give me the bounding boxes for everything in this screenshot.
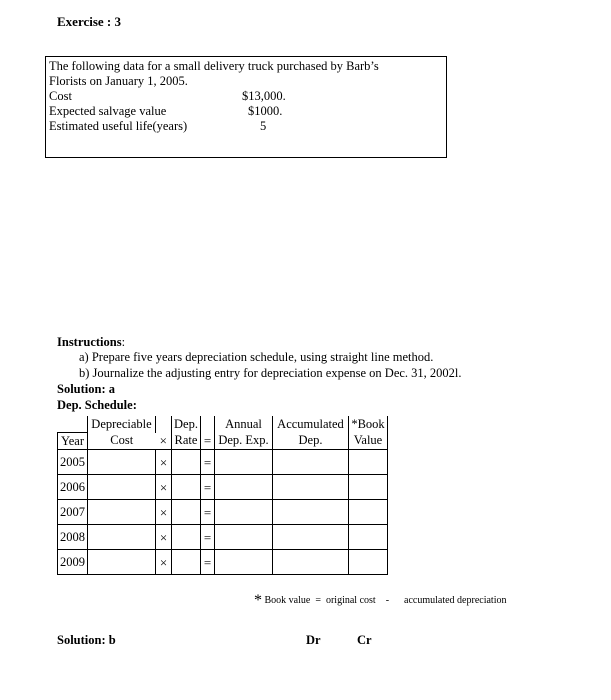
times-cell: × <box>156 550 172 575</box>
equals-cell: = <box>201 450 215 475</box>
times-cell: × <box>156 475 172 500</box>
equals-cell: = <box>201 500 215 525</box>
footnote-star: * <box>254 592 262 609</box>
dep-exp-cell <box>215 450 273 475</box>
dep-exp-cell <box>215 500 273 525</box>
rate-cell <box>172 550 201 575</box>
table-row <box>58 450 388 475</box>
footnote-minus: - <box>385 595 390 606</box>
intro-line-2: Florists on January 1, 2005. <box>49 74 188 88</box>
footnote-accumulated: accumulated depreciation <box>404 595 507 606</box>
header-times: × <box>156 433 172 450</box>
salvage-label: Expected salvage value <box>49 104 167 118</box>
table-header-row-2 <box>58 433 388 450</box>
table-row <box>58 550 388 575</box>
dep-exp-cell <box>215 475 273 500</box>
header-book: *Book <box>349 416 388 433</box>
book-value-cell <box>349 500 388 525</box>
depreciation-schedule-table <box>57 416 388 575</box>
accumulated-cell <box>273 450 349 475</box>
cost-value: $13,000. <box>242 89 286 103</box>
accumulated-cell <box>273 475 349 500</box>
salvage-value: $1000. <box>248 104 283 118</box>
header-accumulated: Accumulated <box>273 416 349 433</box>
header-depreciable: Depreciable <box>88 416 156 433</box>
instructions-heading-text: Instructions <box>57 335 122 349</box>
cost-label: Cost <box>49 89 72 103</box>
dr-label: Dr <box>306 633 321 647</box>
rate-cell <box>172 525 201 550</box>
table-row <box>58 475 388 500</box>
year-cell: 2006 <box>58 475 88 500</box>
year-cell: 2007 <box>58 500 88 525</box>
footnote-equals: = <box>315 595 321 606</box>
book-value-footnote <box>254 590 506 608</box>
table-header-row-1 <box>58 416 388 433</box>
header-annual: Annual <box>225 416 262 431</box>
header-cost: Cost <box>88 433 156 450</box>
intro-line-1: The following data for a small delivery truck purchased by Barb’s <box>49 59 379 73</box>
header-blank <box>58 416 88 433</box>
rate-cell <box>172 500 201 525</box>
instruction-a: a) Prepare five years depreciation schedule, using straight line method. <box>79 350 434 364</box>
solution-b: Solution: b <box>57 633 116 647</box>
cost-cell <box>88 525 156 550</box>
cost-cell <box>88 500 156 525</box>
dep-exp-cell <box>215 550 273 575</box>
rate-cell <box>172 450 201 475</box>
header-dep-exp: Dep. Exp. <box>215 433 273 450</box>
exercise-title: Exercise : 3 <box>57 14 122 29</box>
year-cell: 2008 <box>58 525 88 550</box>
header-blank <box>156 416 172 433</box>
book-value-cell <box>349 450 388 475</box>
header-blank <box>201 416 215 433</box>
dep-exp-cell <box>215 525 273 550</box>
accumulated-cell <box>273 500 349 525</box>
cr-label: Cr <box>357 633 372 647</box>
year-cell: 2009 <box>58 550 88 575</box>
useful-life-label: Estimated useful life(years) <box>49 119 188 133</box>
data-box <box>45 56 447 158</box>
accumulated-cell <box>273 525 349 550</box>
solution-a: Solution: a <box>57 382 116 396</box>
book-value-cell <box>349 475 388 500</box>
cost-cell <box>88 550 156 575</box>
schedule-heading: Dep. Schedule: <box>57 398 137 412</box>
equals-cell: = <box>201 550 215 575</box>
equals-cell: = <box>201 525 215 550</box>
footnote-book-value: Book value <box>264 595 311 606</box>
header-value: Value <box>349 433 388 450</box>
cost-cell <box>88 450 156 475</box>
useful-life-value: 5 <box>260 119 267 133</box>
book-value-cell <box>349 525 388 550</box>
header-year: Year <box>58 433 88 450</box>
header-equals: = <box>201 433 215 450</box>
footnote-original-cost: original cost <box>325 595 376 606</box>
instruction-b: b) Journalize the adjusting entry for depreciation expense on Dec. 31, 2002l. <box>79 366 462 380</box>
instructions-colon: : <box>121 335 126 349</box>
cost-cell <box>88 475 156 500</box>
equals-cell: = <box>201 475 215 500</box>
rate-cell <box>172 475 201 500</box>
table-row <box>58 525 388 550</box>
times-cell: × <box>156 450 172 475</box>
times-cell: × <box>156 525 172 550</box>
instructions-heading <box>57 335 125 350</box>
header-rate: Rate <box>172 433 201 450</box>
year-cell: 2005 <box>58 450 88 475</box>
header-dep: Dep. <box>273 433 349 450</box>
book-value-cell <box>349 550 388 575</box>
accumulated-cell <box>273 550 349 575</box>
header-dep: Dep. <box>172 416 201 433</box>
table-row <box>58 500 388 525</box>
times-cell: × <box>156 500 172 525</box>
